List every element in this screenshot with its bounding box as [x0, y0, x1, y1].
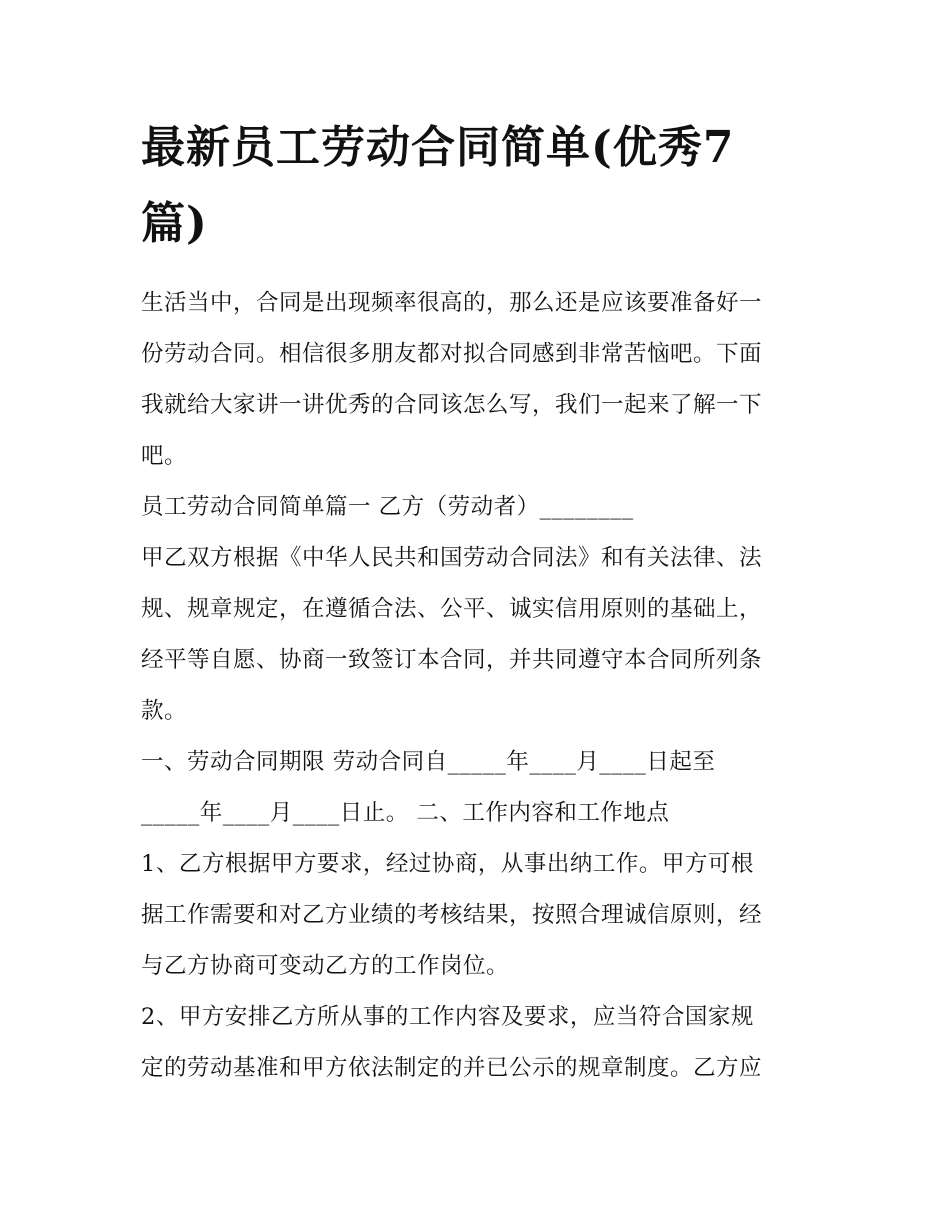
contract-term-paragraph [141, 737, 813, 839]
title-line: 篇) [141, 198, 208, 249]
document-title [141, 110, 813, 262]
intro-paragraph [141, 278, 813, 482]
text-line: 经平等自愿、协商一致签订本合同，并共同遵守本合同所列条 [141, 647, 763, 673]
text-line: 规、规章规定，在遵循合法、公平、诚实信用原则的基础上， [141, 596, 763, 622]
text-line: 吧。 [141, 443, 188, 469]
clause-2-paragraph [141, 992, 813, 1094]
text-line: 一、劳动合同期限 劳动合同自_____年____月____日起至 [141, 749, 716, 775]
section-heading-paragraph [141, 482, 813, 533]
text-line: 员工劳动合同简单篇一 乙方（劳动者）________ [141, 494, 634, 520]
text-line: 份劳动合同。相信很多朋友都对拟合同感到非常苦恼吧。下面 [141, 341, 763, 367]
text-line: 据工作需要和对乙方业绩的考核结果，按照合理诚信原则，经 [141, 902, 763, 928]
clause-1-paragraph [141, 839, 813, 992]
text-line: 2、甲方安排乙方所从事的工作内容及要求，应当符合国家规 [141, 1004, 754, 1030]
text-line: 1、乙方根据甲方要求，经过协商，从事出纳工作。甲方可根 [141, 851, 754, 877]
title-line: 最新员工劳动合同简单(优秀7 [141, 122, 735, 173]
text-line: 甲乙双方根据《中华人民共和国劳动合同法》和有关法律、法 [141, 545, 763, 571]
text-line: _____年____月____日止。 二、工作内容和工作地点 [141, 800, 670, 826]
text-line: 生活当中，合同是出现频率很高的，那么还是应该要准备好一 [141, 290, 763, 316]
text-line: 我就给大家讲一讲优秀的合同该怎么写，我们一起来了解一下 [141, 392, 763, 418]
text-line: 与乙方协商可变动乙方的工作岗位。 [141, 953, 510, 979]
preamble-paragraph [141, 533, 813, 737]
text-line: 款。 [141, 698, 188, 724]
document-page [141, 110, 813, 1094]
text-line: 定的劳动基准和甲方依法制定的并已公示的规章制度。乙方应 [141, 1055, 763, 1081]
